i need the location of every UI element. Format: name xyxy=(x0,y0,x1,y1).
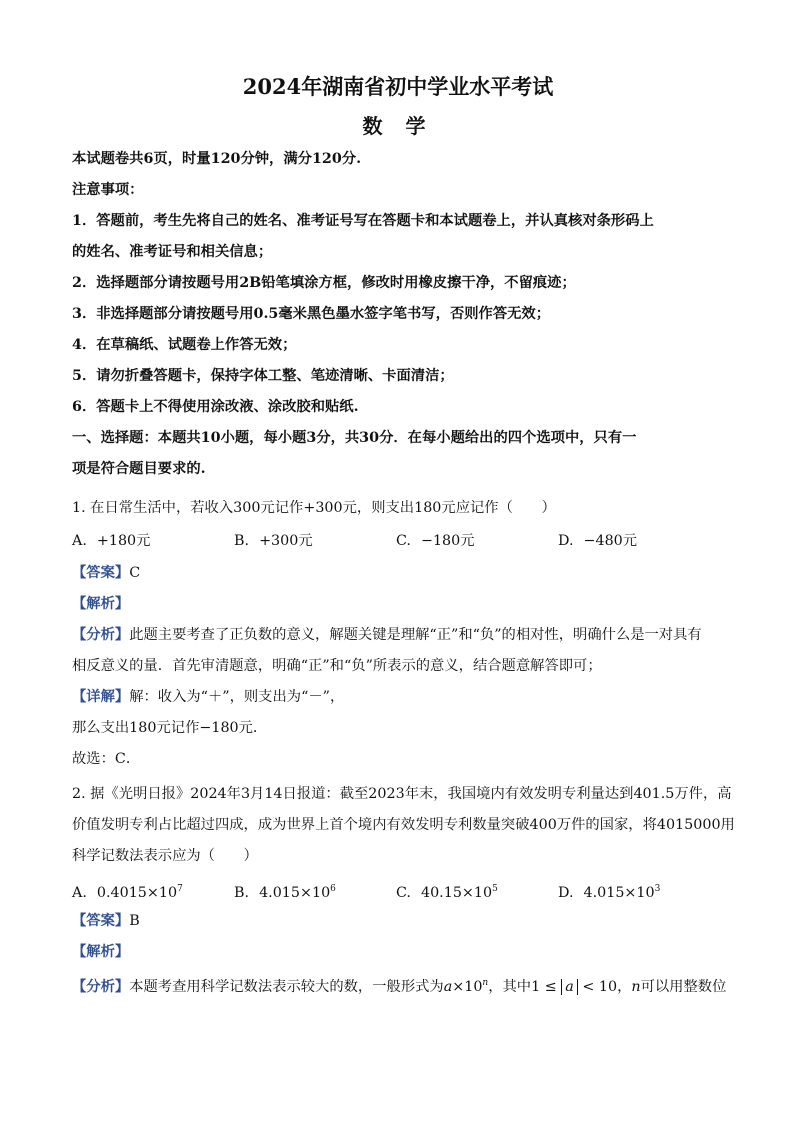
option-exponent: 5 xyxy=(492,884,498,894)
option-exponent: 6 xyxy=(330,884,336,894)
option-letter: C. xyxy=(396,885,411,901)
option-b[interactable] xyxy=(234,524,396,558)
option-a[interactable] xyxy=(72,872,234,906)
question-2-stem: 2. 据《光明日报》2024年3月14日报道：截至2023年末，我国境内有效发明专利量达到401.5万件，高 xyxy=(72,786,732,802)
option-base: 40.15×10 xyxy=(420,885,493,901)
notice-item: 的姓名、准考证号和相关信息； xyxy=(72,244,273,260)
q1-analysis xyxy=(72,589,724,620)
math-times-ten: ×10 xyxy=(452,979,483,995)
detail-tag: 【详解】 xyxy=(72,689,130,705)
math-var-a: a xyxy=(443,979,453,995)
analysis-tag: 【解析】 xyxy=(72,944,130,960)
fenxi-text: 此题主要考查了正负数的意义，解题关键是理解“正”和“负”的相对性，明确什么是一对具有 xyxy=(129,627,702,643)
answer-value: C xyxy=(129,565,141,581)
answer-tag: 【答案】 xyxy=(72,565,130,581)
section-heading: 一、选择题：本题共10小题，每小题3分，共30分．在每小题给出的四个选项中，只有一 xyxy=(72,430,637,446)
q1-stem-part: 1. 在日常生活中，若收入300元记作 xyxy=(72,500,304,516)
option-text: +180元 xyxy=(96,533,151,549)
math-ineq-right: < 10 xyxy=(577,979,618,995)
option-base: 4.015×10 xyxy=(583,885,655,901)
option-c[interactable] xyxy=(396,872,558,906)
option-letter: A. xyxy=(72,533,87,549)
option-text: +300元 xyxy=(259,533,313,549)
q1-fenxi xyxy=(72,620,724,651)
q2-fenxi xyxy=(72,968,727,999)
notice-item: 6．答题卡上不得使用涂改液、涂改胶和贴纸. xyxy=(72,399,359,415)
q1-detail xyxy=(72,682,724,713)
section-heading-cont: 项是符合题目要求的. xyxy=(72,461,206,477)
option-d[interactable] xyxy=(558,872,720,906)
option-letter: D. xyxy=(558,885,574,901)
option-text: −180元 xyxy=(420,533,475,549)
option-base: 4.015×10 xyxy=(259,885,331,901)
analysis-tag: 【解析】 xyxy=(72,596,130,612)
q2-analysis xyxy=(72,937,724,968)
option-b[interactable] xyxy=(234,872,396,906)
question-1-stem xyxy=(72,493,724,524)
math-exponent-n: n xyxy=(482,978,489,988)
q1-answer xyxy=(72,558,724,589)
math-var-n: n xyxy=(631,979,641,995)
exam-title: 2024年湖南省初中学业水平考试 xyxy=(242,74,554,99)
q1-choose: 故选：C． xyxy=(72,751,141,767)
question-2-options xyxy=(72,872,724,906)
q1-stem-part: 元，则支出180元应记作（ ） xyxy=(342,500,556,516)
fenxi-tag: 【分析】 xyxy=(72,979,130,995)
math-ineq-left: 1 ≤ xyxy=(531,979,562,995)
notice-item: 1．答题前，考生先将自己的姓名、准考证号写在答题卡和本试题卷上，并认真核对条形码上 xyxy=(72,213,654,229)
fenxi-text: ， xyxy=(617,979,632,995)
fenxi-text: ，其中 xyxy=(488,979,532,995)
option-text: −480元 xyxy=(583,533,638,549)
question-2-stem-cont: 科学记数法表示应为（ ） xyxy=(72,848,258,864)
q1-fenxi-cont: 相反意义的量．首先审清题意，明确“正”和“负”所表示的意义，结合题意解答即可； xyxy=(72,658,602,674)
question-1-options xyxy=(72,524,724,558)
notice-item: 4．在草稿纸、试题卷上作答无效； xyxy=(72,337,297,353)
option-letter: B. xyxy=(234,885,250,901)
option-exponent: 7 xyxy=(177,884,183,894)
option-exponent: 3 xyxy=(654,884,661,894)
option-base: 0.4015×10 xyxy=(96,885,178,901)
fenxi-text: 本题考查用科学记数法表示较大的数，一般形式为 xyxy=(129,979,444,995)
math-abs-a: a xyxy=(561,979,578,995)
notice-item: 5．请勿折叠答题卡，保持字体工整、笔迹清晰、卡面清洁； xyxy=(72,368,454,384)
question-2-stem-cont: 价值发明专利占比超过四成，成为世界上首个境内有效发明专利数量突破400万件的国家，将4015000用 xyxy=(72,817,735,833)
answer-tag: 【答案】 xyxy=(72,913,130,929)
option-c[interactable] xyxy=(396,524,558,558)
option-letter: C. xyxy=(396,533,411,549)
option-letter: A. xyxy=(72,885,87,901)
option-a[interactable] xyxy=(72,524,234,558)
q1-stem-math: +300 xyxy=(303,500,343,516)
notice-item: 3．非选择题部分请按题号用0.5毫米黑色墨水签字笔书写，否则作答无效； xyxy=(72,306,551,322)
subject-title: 数 学 xyxy=(362,114,434,138)
option-letter: B. xyxy=(234,533,250,549)
notice-item: 2．选择题部分请按题号用2B铅笔填涂方框，修改时用橡皮擦干净，不留痕迹； xyxy=(72,275,576,291)
fenxi-tag: 【分析】 xyxy=(72,627,130,643)
fenxi-text: 可以用整数位 xyxy=(640,979,727,995)
notice-heading: 注意事项： xyxy=(72,182,144,198)
detail-text: 解：收入为“＋”，则支出为“－”， xyxy=(129,689,345,705)
answer-value: B xyxy=(129,913,140,929)
q2-answer xyxy=(72,906,724,937)
option-d[interactable] xyxy=(558,524,720,558)
q1-detail-cont: 那么支出180元记作−180元． xyxy=(72,720,268,736)
exam-intro: 本试题卷共6页，时量120分钟，满分120分. xyxy=(72,151,362,167)
option-letter: D. xyxy=(558,533,574,549)
exam-page xyxy=(72,70,735,999)
